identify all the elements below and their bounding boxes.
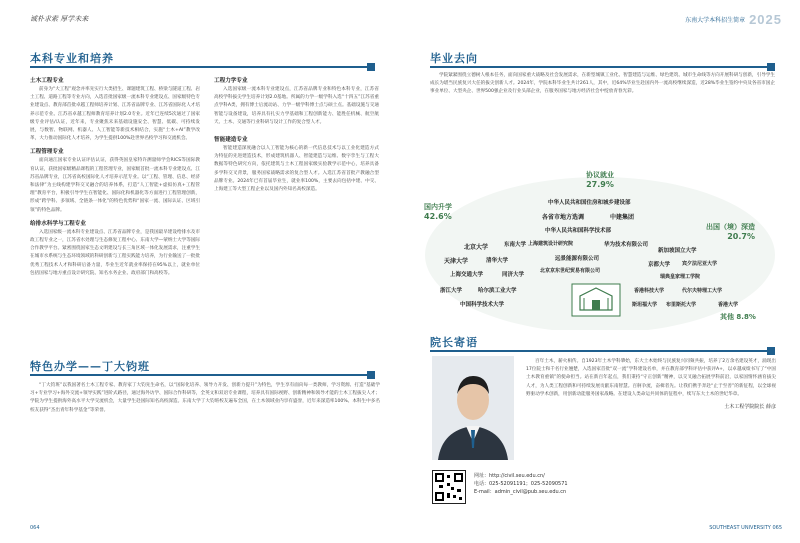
section-title-dean: 院长寄语 [430,336,478,349]
contact-phone: 电话：025-52091191；025-52090571 [474,481,568,487]
university-word: 上海交通大学 [450,272,484,278]
special-class-text: “丁大钧班”以我国著名土木工程专家、教育家丁大钧先生命名，以“国际化培养、领导力开发、创新力提升”为特色，学生享有面向每一类教师，学习资源、打造“基础学习+专业学习+海外交流+领导实践”进阶式路径，通过海外访学、国际合作科研等，全英文和双语专业课程，培养具有国际视野、创新精神和领导才能的土木工程拔尖人才；学院为学生提供海外高水平大学交流机会，大量学生赴国际知名高校深造。东南大学丁大钧班校友遍布全国，在土木领域业内享有盛誉，近年来深造率100%、本科生中多名校友获得“杰出青年科学基金”等荣誉。 [30,383,380,413]
footer-university: SOUTHEAST UNIVERSITY [709,525,771,531]
majors-column-2 [214,72,379,194]
overseas-word: 斯坦福大学 [632,302,658,308]
dean-message: 百年土木，薪火相传。自1923年土木学科肇始，东大土木始终与民族复兴同频共振，培养了2万余名建设英才，涌现出17位院士和千名行业翘楚，入选国家首批“双一流”学科建设名单，并在教育部学科评估中获评A+，以卓越成绩书写了“中国土木教育重镇”的使命担当。站在新百年起点，我们秉持“守正创新”精神，以交叉融合拓展学科前沿，以家国情怀涵育拔尖人才，为人类工程创新和可持续发展贡献东南智慧。百舸争流，奋楫者先。让我们携手奔赴“止于至善”的新征程，以全球视野驱动学术创新，用创新动能服务国家战略。在建设人类命运共同体的征程中，续写东大土木的世纪华章。 [526,359,776,397]
region-employment [570,170,630,189]
section-title-special: 特色办学——丁大钧班 [30,360,150,373]
dean-portrait [432,356,514,460]
overseas-word: 代尔夫特理工大学 [682,288,723,294]
employer-word: 中华人民共和国住房和城乡建设部 [548,200,631,206]
region-name: 出国（境）深造 [706,223,755,231]
dean-photo [432,356,514,460]
major-text: 智能建造深度融合以人工智能为核心的新一代信息技术与以工业化建造方式为特征的先进建造技术，形成建筑机器人、智能建造与运维、数字孪生与工程大数据等特色研究方向，依托建筑与土木工程国家级实验教学示范中心，培养具备多学科交叉背景，服务国家战略需求的复合型人才。入选江苏省首批产教融合型品牌专业。2024年已有首届毕业生，就业率100%，主要去向包括中建、中交、上海建工等大型工程企业以及国内外知名高校深造。 [214,146,379,193]
major-title: 工程力学专业 [214,78,248,84]
overseas-word: 香港科技大学 [634,288,665,294]
page-number-right: 065 [772,525,782,531]
region-name: 国内升学 [424,203,452,211]
qr-code-icon [433,471,465,503]
overseas-word: 瑞典皇家理工学院 [660,274,701,280]
employer-word: 远景能源有限公司 [555,256,600,262]
university-word: 天津大学 [444,258,469,265]
region-abroad [706,222,755,241]
employer-word: 各省市地方选调 [542,214,585,221]
overseas-word: 新加坡国立大学 [658,248,697,254]
major-title: 智能建造专业 [214,137,248,144]
slogan: 诚朴求索 厚学未来 [30,15,89,23]
page-number-left: 064 [30,525,40,531]
overseas-word: 香港大学 [718,302,739,308]
section-title-destination: 毕业去向 [430,52,478,65]
contact-info [474,472,674,496]
major-title: 土木工程专业 [30,78,64,84]
dean-message-block [526,358,776,410]
major-title: 给排水科学与工程专业 [30,220,86,227]
university-word: 哈尔滨工业大学 [478,288,517,294]
university-word: 清华大学 [486,258,509,264]
brand-year: 2025 [749,12,782,27]
destination-intro: 学院紧紧围绕立德树人根本任务，面向国家重大战略及社会发展需求，在新型城镇工业化、智慧建造与运维、绿色建筑、城市生命线等方向开展科研与创新，引导学生成长为堪当民族复兴大任的拔尖创新人才。2024年，学院本科毕业生共计261人，其中，近64%毕业生赴国内外一流高校继续深造，近28%毕业生签约中央及各省市国企事业单位、大型央企、世界500强企业及行业头部企业，在服务国家与地方经济社会中绽放青春光彩。 [430,73,775,95]
employer-word: 中建集团 [610,214,635,221]
region-name: 协议就业 [586,171,614,179]
destination-word-cloud [420,160,780,330]
university-gate-logo [568,280,624,320]
university-word: 浙江大学 [440,288,463,294]
overseas-word: 京都大学 [648,262,671,268]
special-class-text-block [30,382,380,415]
major-text: 前身为“大工程”观念并率先实行大类招生、课题建筑工程、桥梁与隧道工程、岩土工程、道路工程等专业方向，入选首批国家级一流本科专业建设点、国家级特色专业建设点、教育部首批卓越工程师培养计划、江苏省品牌专业、江苏省国际化人才培养示范专业。江苏省卓越工程师教育培养计划2.0专业。近年已连续5次通过了国家级专业评估/认证，近年来，专业聚焦未来基础设施安全、智慧、低碳、可持续发展，与数智、物联网、机器人、人工智能等新技术相结合，实施“土木+AI”教学改革，大力推动国际化人才培养，为学生提供100%赴世界名校学习和交流机会。 [30,87,200,142]
brand-name: 东南大学本科招生简章 [685,17,746,24]
university-word: 东南大学 [504,242,527,248]
section-title-majors: 本科专业和培养 [30,52,114,65]
major-text: 入选国家级一流本科专业建设点，江苏省品牌专业和特色本科专业，江苏省高校学科拔尖学生培养计划2.0基地。所属的力学一级学科入选“十四五”江苏省重点学科A类，拥有博士后流动站、力学一级学科博士点与硕士点。基础设施与交通智能与设备建设，培养具有扎实力学基础和工程创新能力、能胜任机械、航空航天、土木、交通等行业科研与设计工作的复合型人才。 [214,87,379,125]
destination-intro-block [430,72,775,97]
overseas-word: 布里斯托大学 [666,302,697,308]
contact-website[interactable]: 网址：http://civil.seu.edu.cn/ [474,473,545,479]
brand [685,12,782,27]
dean-signature: 土木工程学院院长 薛彦 [724,404,776,411]
qr-code[interactable] [432,470,466,504]
employer-word: 上海建筑设计研究院 [528,241,574,247]
region-percent: 42.6% [424,212,452,221]
major-text: 入选国家级一流本科专业建设点、江苏省品牌专业，是我国最早建设给排水及市政工程专业之一，江苏省水处理与生态修复工程中心、东南大学—蒙纳士大学等国际合作教学平台。紧密围绕国家生态文明建设与长三角区域一体化发展需求，注重学生在城市水系统与生态环境领域的科研创新与工程实践能力培养，为行业输送了一批批优秀工程技术人才和科研后备力量，毕业生近年就业率保持在95%以上，就业单位包括国家与地方重点设计研究院、知名水务企业、政府部门和高校等。 [30,229,200,276]
university-word: 中国科学技术大学 [460,302,505,308]
region-other: 其他 8.8% [720,313,756,321]
contact-email[interactable]: E-mail：admin_civil@pub.seu.edu.cn [474,489,567,495]
overseas-word: 宾夕法尼亚大学 [682,261,718,267]
majors-column-1 [30,72,200,278]
major-title: 工程管理专业 [30,149,64,156]
employer-word: 中华人民共和国科学技术部 [545,228,612,234]
section-divider [30,66,375,68]
major-text: 面向通江国家专业认证评估认证，获得英国皇家特许测量师学会RICS等国际教育认证，获批国家级精品课程的工程管理专业，国家级首批一流本科专业建设点、江苏省品牌专业，江苏省高校国际化人才培养示范专业。以“工程、管理、信息、经济和法律”为主线构建学科交叉融合的培养体系，打造“人工智能+虚拟仿真+工程管理”教育平台，积极引导学生在智能化、国际化和机器化等方面进行工程管理创新，形成“跨学科、多领域、全链条一体化”的特色优势和“国家一流、国际认证、区域引领”的特色品牌。 [30,158,200,213]
right-footer [709,525,782,531]
region-domestic [424,202,452,221]
university-word: 同济大学 [502,272,525,278]
employer-word: 北京京东世纪贸易有限公司 [540,268,601,274]
section-divider [430,66,775,68]
university-word: 北京大学 [464,244,489,251]
section-divider [430,350,775,352]
region-percent: 27.9% [586,180,614,189]
employer-word: 华为技术有限公司 [604,242,649,248]
region-percent: 20.7% [727,232,755,241]
section-divider [30,374,375,376]
